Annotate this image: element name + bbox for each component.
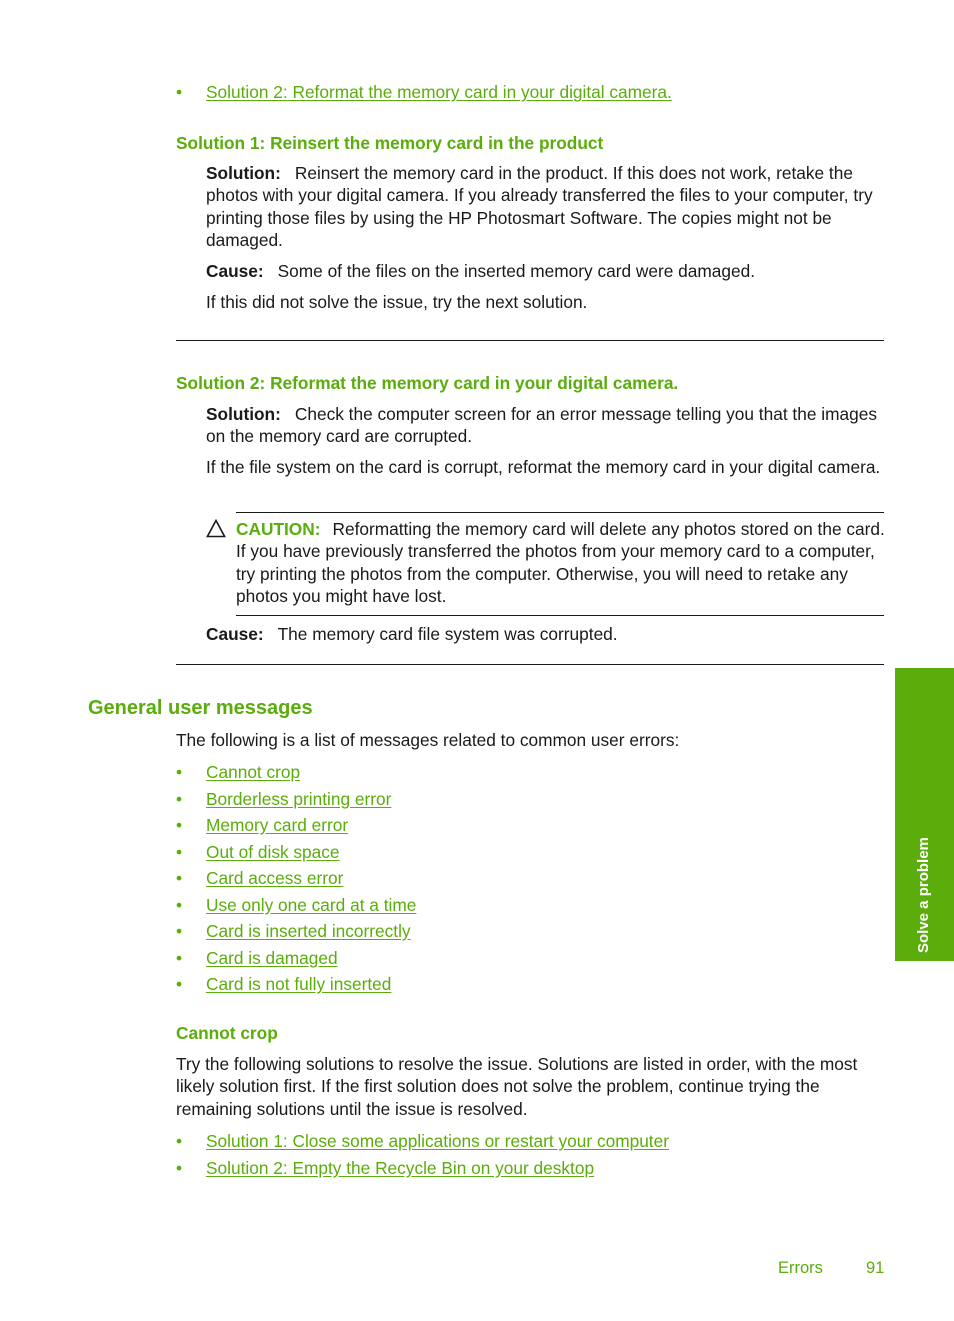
bullet: • bbox=[176, 762, 183, 782]
solution-label: Solution: bbox=[206, 404, 281, 424]
list-item bbox=[176, 812, 416, 839]
link-use-only-one-card[interactable]: Use only one card at a time bbox=[206, 894, 417, 915]
cause-label: Cause: bbox=[206, 624, 264, 644]
cause-text: The memory card file system was corrupted. bbox=[277, 624, 618, 644]
link-solution-2-reformat[interactable]: Solution 2: Reformat the memory card in your digital camera. bbox=[206, 82, 672, 102]
bullet: • bbox=[176, 788, 183, 809]
footer-section-name: Errors bbox=[778, 1259, 823, 1277]
solution2-cause-paragraph bbox=[206, 623, 886, 645]
solution2-paragraph: If the file system on the card is corrupt, reformat the memory card in your digital camera. bbox=[206, 457, 881, 477]
caution-text: Reformatting the memory card will delete any photos stored on the card. If you have previously transferred the photos from your memory card to a computer, try printing the photos from the computer. Otherwise, you will need to retake any photos you might have lost. bbox=[236, 519, 885, 607]
solution1-heading: Solution 1: Reinsert the memory card in the product bbox=[176, 133, 604, 153]
link-memory-card-error[interactable]: Memory card error bbox=[206, 815, 349, 835]
list-item bbox=[176, 839, 416, 866]
page-number: 91 bbox=[866, 1259, 885, 1277]
general-messages-heading: General user messages bbox=[88, 697, 313, 719]
link-card-not-fully-inserted[interactable]: Card is not fully inserted bbox=[206, 974, 392, 994]
list-item bbox=[176, 81, 672, 103]
bullet: • bbox=[176, 1157, 183, 1178]
cannot-crop-solutions-list bbox=[176, 1128, 669, 1181]
caution-paragraph bbox=[236, 518, 886, 608]
caution-top-rule bbox=[236, 512, 884, 513]
bullet: • bbox=[176, 815, 183, 835]
link-card-inserted-incorrectly[interactable]: Card is inserted incorrectly bbox=[206, 921, 411, 941]
side-section-tab bbox=[895, 668, 954, 961]
solution-text: Reinsert the memory card in the product. If this does not work, retake the photos with your digital camera. If you already transferred the files to your computer, try printing those files by using the HP Photosmart Software. The copies might not be damaged. bbox=[206, 163, 873, 251]
solution-label: Solution: bbox=[206, 163, 281, 183]
bullet: • bbox=[176, 841, 183, 862]
list-item bbox=[176, 892, 416, 919]
solution2-heading: Solution 2: Reformat the memory card in your digital camera. bbox=[176, 373, 679, 393]
general-intro: The following is a list of messages related to common user errors: bbox=[176, 730, 680, 750]
divider bbox=[176, 340, 884, 341]
cause-label: Cause: bbox=[206, 261, 264, 281]
link-borderless-printing-error[interactable]: Borderless printing error bbox=[206, 788, 392, 809]
divider bbox=[176, 664, 884, 665]
link-card-is-damaged[interactable]: Card is damaged bbox=[206, 947, 338, 968]
list-item bbox=[176, 786, 416, 813]
cannot-crop-heading: Cannot crop bbox=[176, 1023, 278, 1043]
bullet: • bbox=[176, 894, 183, 915]
list-item bbox=[176, 918, 416, 945]
bullet: • bbox=[176, 947, 183, 968]
list-item bbox=[176, 971, 416, 998]
link-empty-recycle-bin[interactable]: Solution 2: Empty the Recycle Bin on your desktop bbox=[206, 1157, 595, 1178]
caution-bottom-rule bbox=[236, 615, 884, 616]
cannot-crop-paragraph: Try the following solutions to resolve the issue. Solutions are listed in order, with the most likely solution first. If the first solution does not solve the problem, continue trying the remaining solutions until the issue is resolved. bbox=[176, 1054, 858, 1119]
bullet: • bbox=[176, 868, 183, 888]
solution1-cause-paragraph bbox=[206, 260, 886, 282]
general-messages-list bbox=[176, 759, 416, 998]
solution1-solution-paragraph bbox=[206, 162, 886, 252]
list-item bbox=[176, 865, 416, 892]
cause-text: Some of the files on the inserted memory card were damaged. bbox=[277, 261, 756, 281]
list-item bbox=[176, 945, 416, 972]
link-close-applications[interactable]: Solution 1: Close some applications or restart your computer bbox=[206, 1131, 669, 1151]
side-tab-label: Solve a problem bbox=[915, 837, 932, 953]
list-item bbox=[176, 1155, 669, 1182]
top-link-list bbox=[176, 81, 672, 103]
bullet: • bbox=[176, 974, 183, 994]
solution2-solution-paragraph bbox=[206, 403, 886, 448]
link-out-of-disk-space[interactable]: Out of disk space bbox=[206, 841, 340, 862]
solution-text: Check the computer screen for an error message telling you that the images on the memory card are corrupted. bbox=[206, 404, 877, 447]
caution-triangle-icon bbox=[206, 519, 226, 538]
bullet: • bbox=[176, 921, 183, 941]
solution1-next-text: If this did not solve the issue, try the next solution. bbox=[206, 292, 588, 312]
link-cannot-crop[interactable]: Cannot crop bbox=[206, 762, 301, 782]
bullet: • bbox=[176, 1131, 183, 1151]
caution-label: CAUTION: bbox=[236, 519, 321, 539]
link-card-access-error[interactable]: Card access error bbox=[206, 868, 344, 888]
list-item bbox=[176, 1128, 669, 1155]
bullet: • bbox=[176, 82, 183, 102]
list-item bbox=[176, 759, 416, 786]
